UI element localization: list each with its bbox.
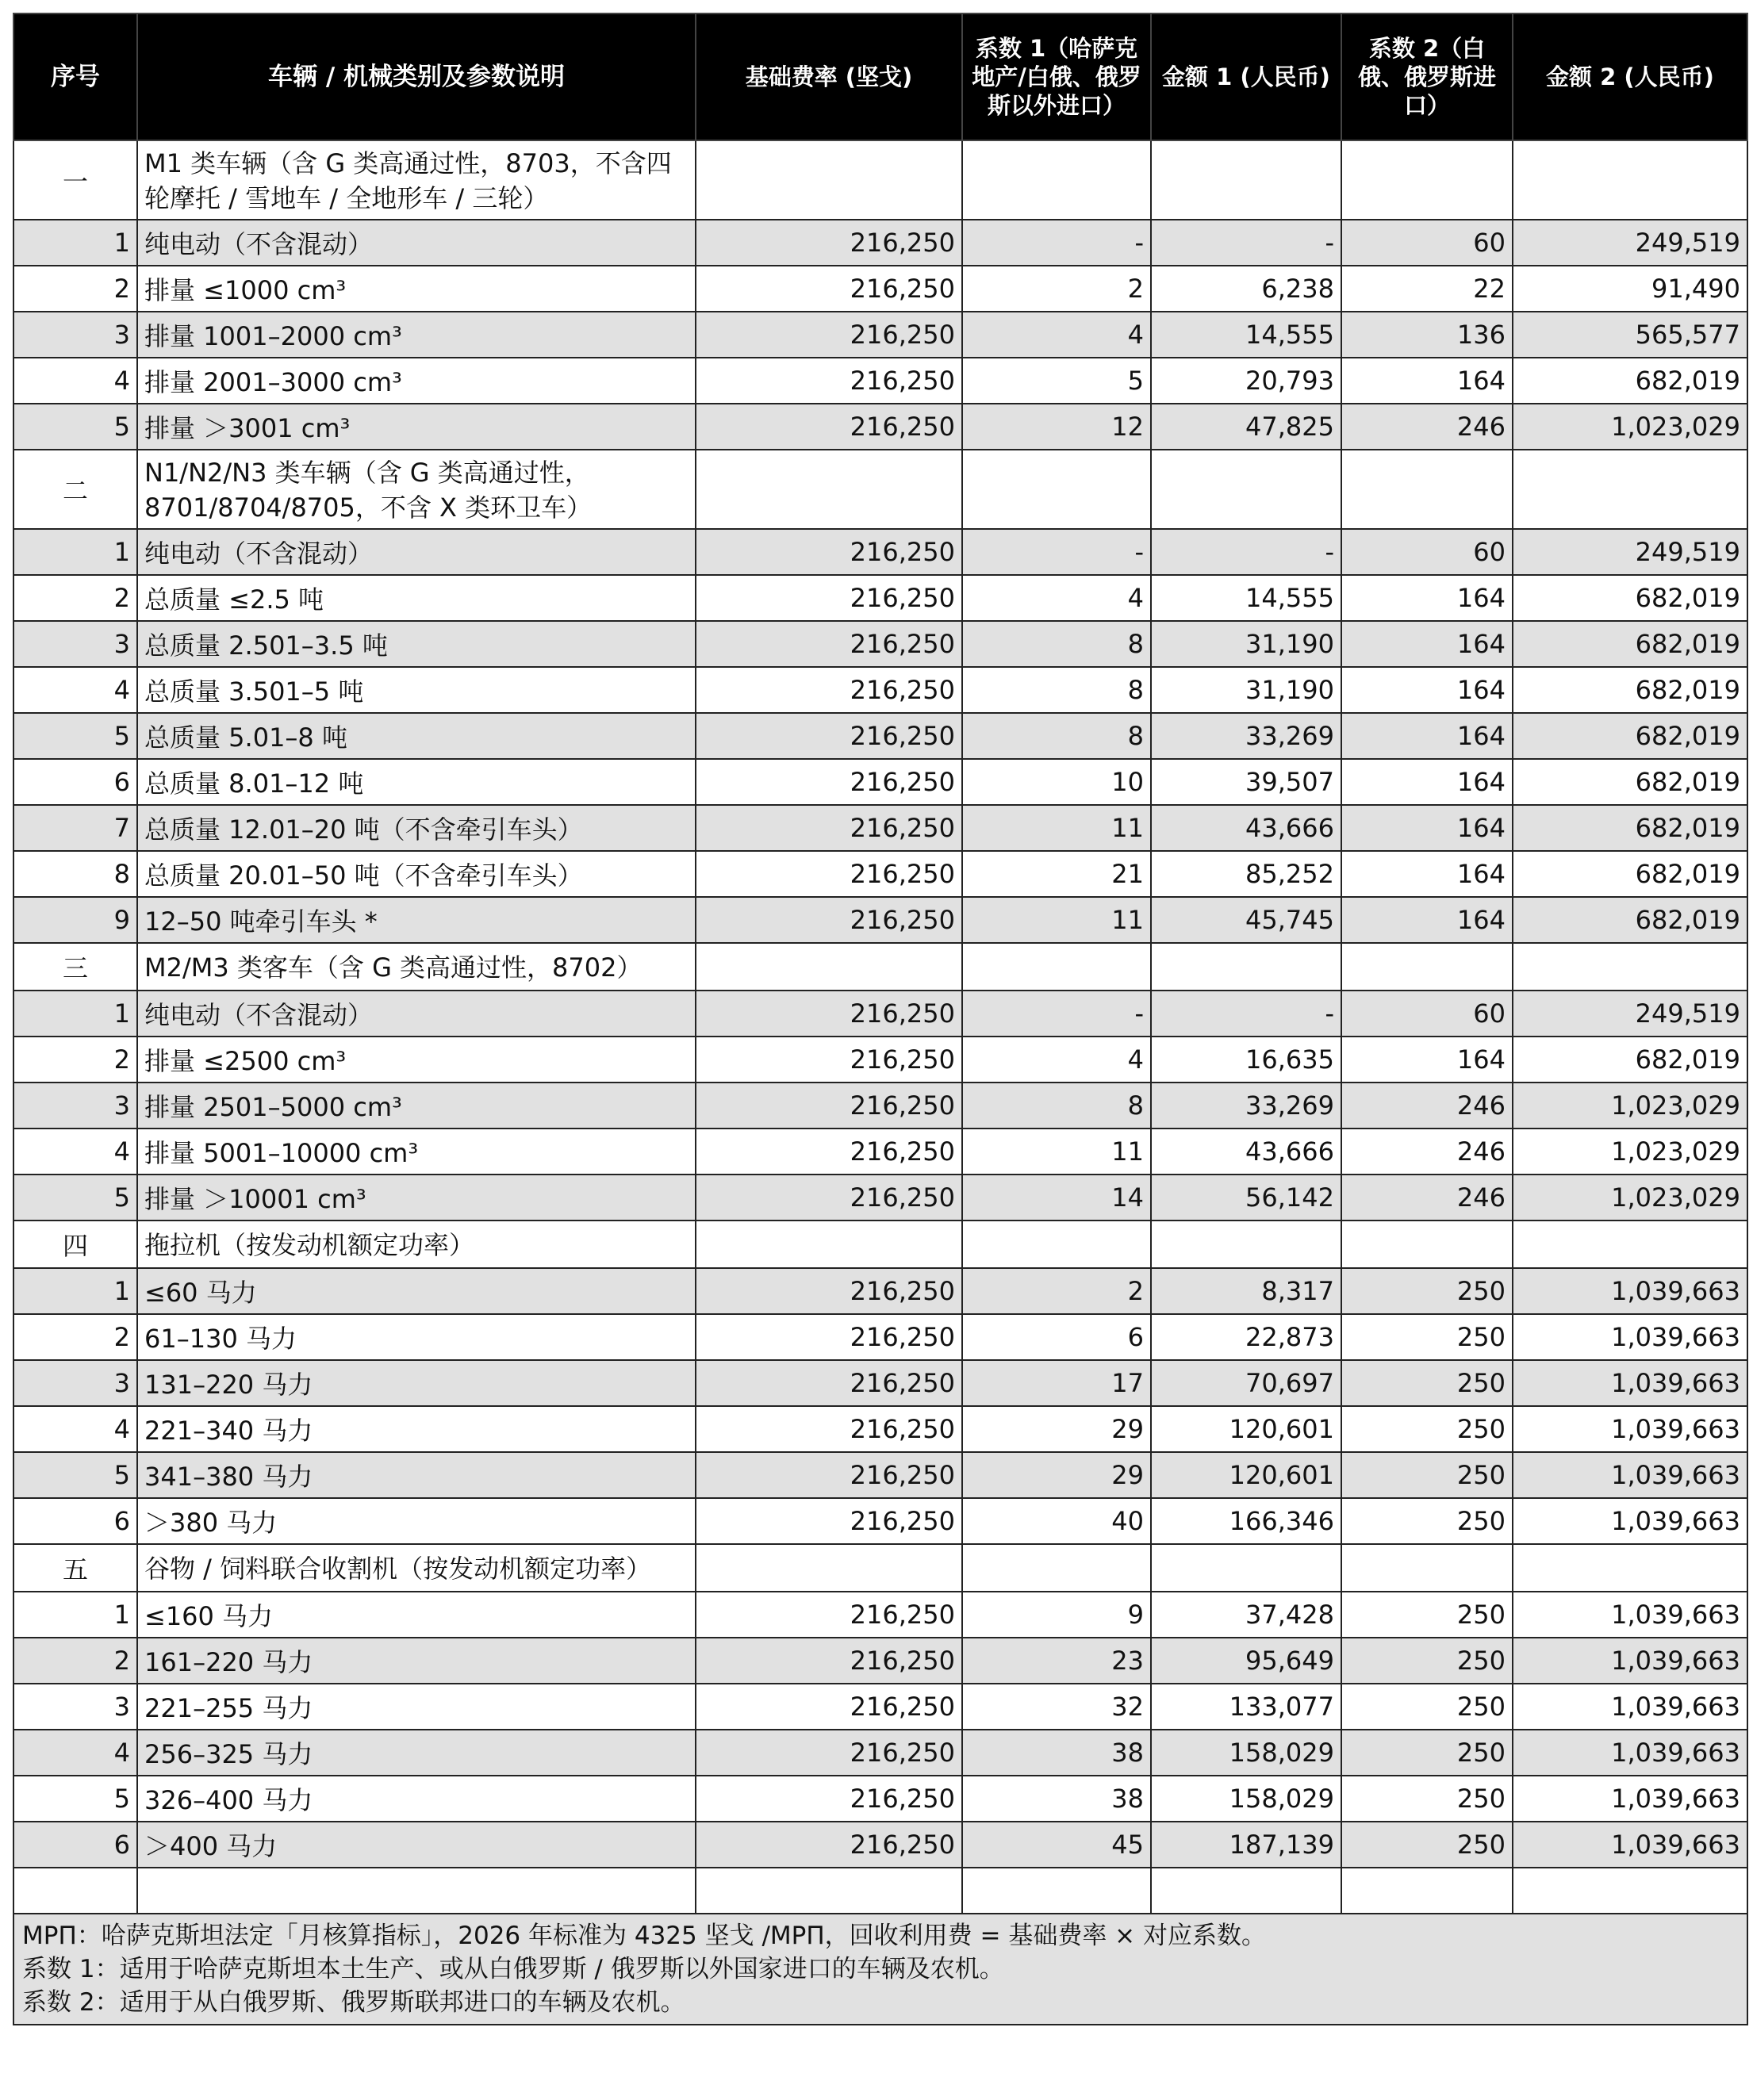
row-base-rate: 216,250 bbox=[696, 1498, 962, 1544]
row-number: 4 bbox=[13, 1730, 137, 1776]
row-amount1: 14,555 bbox=[1151, 575, 1341, 621]
row-amount2: 1,039,663 bbox=[1513, 1822, 1747, 1868]
row-base-rate: 216,250 bbox=[696, 1268, 962, 1314]
section-row bbox=[13, 140, 1747, 220]
row-number: 3 bbox=[13, 621, 137, 667]
row-description: 161–220 马力 bbox=[137, 1638, 696, 1684]
row-description: 221–255 马力 bbox=[137, 1684, 696, 1730]
row-description: ＞400 马力 bbox=[137, 1822, 696, 1868]
table-row bbox=[13, 1129, 1747, 1175]
table-row bbox=[13, 1037, 1747, 1083]
section-row bbox=[13, 1544, 1747, 1592]
row-base-rate: 216,250 bbox=[696, 897, 962, 943]
row-coef1: 29 bbox=[962, 1452, 1151, 1498]
row-coef2: 246 bbox=[1341, 1129, 1513, 1175]
row-number: 4 bbox=[13, 358, 137, 404]
section-title: 拖拉机（按发动机额定功率） bbox=[137, 1221, 696, 1268]
row-description: 总质量 5.01–8 吨 bbox=[137, 713, 696, 759]
row-number: 5 bbox=[13, 1175, 137, 1221]
row-coef2: 250 bbox=[1341, 1592, 1513, 1638]
row-coef2: 164 bbox=[1341, 575, 1513, 621]
row-description: 12–50 吨牵引车头 * bbox=[137, 897, 696, 943]
row-amount1: 31,190 bbox=[1151, 621, 1341, 667]
row-base-rate: 216,250 bbox=[696, 1129, 962, 1175]
row-amount1: 45,745 bbox=[1151, 897, 1341, 943]
row-amount1: - bbox=[1151, 220, 1341, 266]
row-coef2: 164 bbox=[1341, 1037, 1513, 1083]
row-amount2: 682,019 bbox=[1513, 621, 1747, 667]
row-coef1: 38 bbox=[962, 1776, 1151, 1822]
row-amount1: 85,252 bbox=[1151, 851, 1341, 897]
row-description: 61–130 马力 bbox=[137, 1314, 696, 1360]
row-description: 排量 2001–3000 cm³ bbox=[137, 358, 696, 404]
row-coef2: 164 bbox=[1341, 358, 1513, 404]
row-amount2: 1,023,029 bbox=[1513, 404, 1747, 450]
row-base-rate: 216,250 bbox=[696, 266, 962, 312]
table-row bbox=[13, 1314, 1747, 1360]
row-base-rate: 216,250 bbox=[696, 358, 962, 404]
header-seq: 序号 bbox=[13, 13, 137, 140]
row-base-rate: 216,250 bbox=[696, 621, 962, 667]
row-amount1: 8,317 bbox=[1151, 1268, 1341, 1314]
row-number: 8 bbox=[13, 851, 137, 897]
row-number: 1 bbox=[13, 991, 137, 1037]
row-amount2: 1,039,663 bbox=[1513, 1406, 1747, 1452]
table-row bbox=[13, 1083, 1747, 1129]
row-number: 7 bbox=[13, 805, 137, 851]
table-row bbox=[13, 1776, 1747, 1822]
row-coef1: 23 bbox=[962, 1638, 1151, 1684]
row-amount2: 1,039,663 bbox=[1513, 1314, 1747, 1360]
row-coef2: 60 bbox=[1341, 529, 1513, 575]
header-base-rate: 基础费率 (坚戈) bbox=[696, 13, 962, 140]
row-amount1: 43,666 bbox=[1151, 1129, 1341, 1175]
row-base-rate: 216,250 bbox=[696, 1360, 962, 1406]
section-title: N1/N2/N3 类车辆（含 G 类高通过性，8701/8704/8705，不含 X 类环卫车） bbox=[137, 450, 696, 529]
row-amount2: 682,019 bbox=[1513, 713, 1747, 759]
row-number: 1 bbox=[13, 1592, 137, 1638]
row-description: 总质量 2.501–3.5 吨 bbox=[137, 621, 696, 667]
table-row bbox=[13, 1268, 1747, 1314]
row-description: 排量 ≤2500 cm³ bbox=[137, 1037, 696, 1083]
row-description: 排量 ＞3001 cm³ bbox=[137, 404, 696, 450]
row-number: 3 bbox=[13, 1360, 137, 1406]
row-coef1: 6 bbox=[962, 1314, 1151, 1360]
row-number: 3 bbox=[13, 1684, 137, 1730]
row-coef1: 9 bbox=[962, 1592, 1151, 1638]
row-description: 排量 ＞10001 cm³ bbox=[137, 1175, 696, 1221]
header-coef2: 系数 2（白俄、俄罗斯进口） bbox=[1341, 13, 1513, 140]
row-amount2: 1,039,663 bbox=[1513, 1776, 1747, 1822]
header-amount1: 金额 1 (人民币) bbox=[1151, 13, 1341, 140]
row-coef2: 250 bbox=[1341, 1268, 1513, 1314]
row-coef2: 136 bbox=[1341, 312, 1513, 358]
row-base-rate: 216,250 bbox=[696, 1822, 962, 1868]
row-base-rate: 216,250 bbox=[696, 1037, 962, 1083]
row-coef2: 164 bbox=[1341, 713, 1513, 759]
row-amount2: 1,039,663 bbox=[1513, 1730, 1747, 1776]
row-description: 总质量 ≤2.5 吨 bbox=[137, 575, 696, 621]
section-number: 四 bbox=[13, 1221, 137, 1268]
row-amount2: 249,519 bbox=[1513, 220, 1747, 266]
row-coef2: 22 bbox=[1341, 266, 1513, 312]
row-description: 排量 2501–5000 cm³ bbox=[137, 1083, 696, 1129]
row-number: 4 bbox=[13, 1406, 137, 1452]
row-amount2: 682,019 bbox=[1513, 667, 1747, 713]
table-body bbox=[13, 140, 1747, 2025]
row-amount2: 1,039,663 bbox=[1513, 1268, 1747, 1314]
row-amount1: 20,793 bbox=[1151, 358, 1341, 404]
row-coef1: 10 bbox=[962, 759, 1151, 805]
row-base-rate: 216,250 bbox=[696, 1592, 962, 1638]
row-base-rate: 216,250 bbox=[696, 529, 962, 575]
table-row bbox=[13, 358, 1747, 404]
row-coef1: 11 bbox=[962, 897, 1151, 943]
row-coef2: 60 bbox=[1341, 220, 1513, 266]
row-coef1: 29 bbox=[962, 1406, 1151, 1452]
row-number: 2 bbox=[13, 1314, 137, 1360]
row-description: 排量 1001–2000 cm³ bbox=[137, 312, 696, 358]
row-description: ≤60 马力 bbox=[137, 1268, 696, 1314]
table-row bbox=[13, 404, 1747, 450]
row-amount1: 22,873 bbox=[1151, 1314, 1341, 1360]
row-coef2: 250 bbox=[1341, 1498, 1513, 1544]
row-amount2: 682,019 bbox=[1513, 897, 1747, 943]
fee-table-sheet bbox=[13, 13, 1748, 2025]
table-row bbox=[13, 1822, 1747, 1868]
row-coef1: 45 bbox=[962, 1822, 1151, 1868]
table-row bbox=[13, 991, 1747, 1037]
row-base-rate: 216,250 bbox=[696, 1406, 962, 1452]
row-description: 131–220 马力 bbox=[137, 1360, 696, 1406]
row-amount1: 166,346 bbox=[1151, 1498, 1341, 1544]
row-description: 221–340 马力 bbox=[137, 1406, 696, 1452]
row-description: 总质量 12.01–20 吨（不含牵引车头） bbox=[137, 805, 696, 851]
row-description: ＞380 马力 bbox=[137, 1498, 696, 1544]
row-base-rate: 216,250 bbox=[696, 575, 962, 621]
row-amount1: 31,190 bbox=[1151, 667, 1341, 713]
row-coef1: 8 bbox=[962, 621, 1151, 667]
row-coef2: 164 bbox=[1341, 759, 1513, 805]
table-row bbox=[13, 1360, 1747, 1406]
row-amount1: 6,238 bbox=[1151, 266, 1341, 312]
row-base-rate: 216,250 bbox=[696, 759, 962, 805]
row-description: 总质量 3.501–5 吨 bbox=[137, 667, 696, 713]
row-description: 排量 5001–10000 cm³ bbox=[137, 1129, 696, 1175]
section-row bbox=[13, 450, 1747, 529]
row-coef1: 8 bbox=[962, 667, 1151, 713]
header-coef1: 系数 1（哈萨克地产/白俄、俄罗斯以外进口） bbox=[962, 13, 1151, 140]
row-coef2: 164 bbox=[1341, 621, 1513, 667]
table-row bbox=[13, 805, 1747, 851]
row-amount2: 1,039,663 bbox=[1513, 1638, 1747, 1684]
table-row bbox=[13, 759, 1747, 805]
row-coef2: 250 bbox=[1341, 1314, 1513, 1360]
row-description: 纯电动（不含混动） bbox=[137, 529, 696, 575]
note-coef1: 系数 1：适用于哈萨克斯坦本土生产、或从白俄罗斯 / 俄罗斯以外国家进口的车辆及农机。 bbox=[22, 1955, 1004, 1983]
recycling-fee-table bbox=[13, 13, 1748, 2025]
table-row bbox=[13, 1498, 1747, 1544]
table-row bbox=[13, 851, 1747, 897]
row-amount1: 14,555 bbox=[1151, 312, 1341, 358]
row-amount1: - bbox=[1151, 529, 1341, 575]
row-amount1: 37,428 bbox=[1151, 1592, 1341, 1638]
row-number: 6 bbox=[13, 759, 137, 805]
row-amount2: 1,023,029 bbox=[1513, 1175, 1747, 1221]
table-row bbox=[13, 1175, 1747, 1221]
row-coef1: 8 bbox=[962, 1083, 1151, 1129]
row-coef2: 250 bbox=[1341, 1360, 1513, 1406]
table-row bbox=[13, 1684, 1747, 1730]
notes-cell bbox=[13, 1914, 1747, 2025]
section-number: 三 bbox=[13, 943, 137, 991]
row-amount2: 91,490 bbox=[1513, 266, 1747, 312]
blank-row bbox=[13, 1868, 1747, 1914]
row-coef2: 250 bbox=[1341, 1638, 1513, 1684]
row-number: 5 bbox=[13, 404, 137, 450]
row-coef1: 5 bbox=[962, 358, 1151, 404]
row-coef2: 250 bbox=[1341, 1822, 1513, 1868]
row-coef2: 250 bbox=[1341, 1684, 1513, 1730]
header-description: 车辆 / 机械类别及参数说明 bbox=[137, 13, 696, 140]
table-row bbox=[13, 1406, 1747, 1452]
row-coef1: 14 bbox=[962, 1175, 1151, 1221]
row-base-rate: 216,250 bbox=[696, 312, 962, 358]
row-base-rate: 216,250 bbox=[696, 220, 962, 266]
table-row bbox=[13, 1730, 1747, 1776]
table-row bbox=[13, 529, 1747, 575]
row-amount2: 682,019 bbox=[1513, 805, 1747, 851]
row-amount2: 682,019 bbox=[1513, 575, 1747, 621]
row-coef1: 2 bbox=[962, 266, 1151, 312]
row-amount2: 1,039,663 bbox=[1513, 1360, 1747, 1406]
row-amount1: 95,649 bbox=[1151, 1638, 1341, 1684]
table-row bbox=[13, 312, 1747, 358]
row-number: 1 bbox=[13, 529, 137, 575]
row-base-rate: 216,250 bbox=[696, 805, 962, 851]
row-number: 3 bbox=[13, 1083, 137, 1129]
row-description: 326–400 马力 bbox=[137, 1776, 696, 1822]
row-number: 5 bbox=[13, 713, 137, 759]
row-coef1: 11 bbox=[962, 805, 1151, 851]
row-coef1: - bbox=[962, 529, 1151, 575]
row-amount1: 158,029 bbox=[1151, 1776, 1341, 1822]
row-number: 6 bbox=[13, 1822, 137, 1868]
row-amount2: 1,039,663 bbox=[1513, 1498, 1747, 1544]
row-base-rate: 216,250 bbox=[696, 1083, 962, 1129]
row-number: 9 bbox=[13, 897, 137, 943]
section-number: 二 bbox=[13, 450, 137, 529]
row-number: 2 bbox=[13, 1638, 137, 1684]
table-row bbox=[13, 266, 1747, 312]
row-coef1: 38 bbox=[962, 1730, 1151, 1776]
note-coef2: 系数 2：适用于从白俄罗斯、俄罗斯联邦进口的车辆及农机。 bbox=[22, 1988, 685, 2017]
row-coef1: 21 bbox=[962, 851, 1151, 897]
row-base-rate: 216,250 bbox=[696, 1314, 962, 1360]
row-amount1: 133,077 bbox=[1151, 1684, 1341, 1730]
row-amount1: 56,142 bbox=[1151, 1175, 1341, 1221]
table-header-row bbox=[13, 13, 1747, 140]
row-amount2: 249,519 bbox=[1513, 529, 1747, 575]
row-number: 1 bbox=[13, 1268, 137, 1314]
row-description: 总质量 8.01–12 吨 bbox=[137, 759, 696, 805]
row-amount2: 682,019 bbox=[1513, 358, 1747, 404]
row-coef2: 164 bbox=[1341, 805, 1513, 851]
row-coef1: - bbox=[962, 220, 1151, 266]
row-coef2: 250 bbox=[1341, 1406, 1513, 1452]
table-row bbox=[13, 713, 1747, 759]
row-coef2: 164 bbox=[1341, 667, 1513, 713]
table-row bbox=[13, 1638, 1747, 1684]
row-number: 3 bbox=[13, 312, 137, 358]
row-base-rate: 216,250 bbox=[696, 1175, 962, 1221]
row-coef2: 164 bbox=[1341, 897, 1513, 943]
row-amount1: 120,601 bbox=[1151, 1452, 1341, 1498]
row-coef1: - bbox=[962, 991, 1151, 1037]
section-title: 谷物 / 饲料联合收割机（按发动机额定功率） bbox=[137, 1544, 696, 1592]
row-coef1: 4 bbox=[962, 1037, 1151, 1083]
row-amount1: 47,825 bbox=[1151, 404, 1341, 450]
row-coef2: 60 bbox=[1341, 991, 1513, 1037]
section-number: 一 bbox=[13, 140, 137, 220]
row-coef2: 246 bbox=[1341, 1175, 1513, 1221]
table-row bbox=[13, 1452, 1747, 1498]
row-base-rate: 216,250 bbox=[696, 1684, 962, 1730]
row-amount2: 1,039,663 bbox=[1513, 1452, 1747, 1498]
table-row bbox=[13, 575, 1747, 621]
row-description: ≤160 马力 bbox=[137, 1592, 696, 1638]
row-base-rate: 216,250 bbox=[696, 713, 962, 759]
row-coef1: 8 bbox=[962, 713, 1151, 759]
row-description: 341–380 马力 bbox=[137, 1452, 696, 1498]
row-amount1: 33,269 bbox=[1151, 713, 1341, 759]
row-coef1: 4 bbox=[962, 575, 1151, 621]
row-amount1: 158,029 bbox=[1151, 1730, 1341, 1776]
section-row bbox=[13, 943, 1747, 991]
row-coef1: 11 bbox=[962, 1129, 1151, 1175]
row-amount1: 39,507 bbox=[1151, 759, 1341, 805]
row-description: 256–325 马力 bbox=[137, 1730, 696, 1776]
row-amount2: 682,019 bbox=[1513, 851, 1747, 897]
row-number: 1 bbox=[13, 220, 137, 266]
row-amount2: 1,039,663 bbox=[1513, 1684, 1747, 1730]
notes-row bbox=[13, 1914, 1747, 2025]
row-coef1: 2 bbox=[962, 1268, 1151, 1314]
table-row bbox=[13, 667, 1747, 713]
row-coef2: 164 bbox=[1341, 851, 1513, 897]
row-amount1: 187,139 bbox=[1151, 1822, 1341, 1868]
row-base-rate: 216,250 bbox=[696, 1452, 962, 1498]
row-number: 4 bbox=[13, 1129, 137, 1175]
row-number: 5 bbox=[13, 1452, 137, 1498]
row-coef2: 246 bbox=[1341, 404, 1513, 450]
header-amount2: 金额 2 (人民币) bbox=[1513, 13, 1747, 140]
row-description: 排量 ≤1000 cm³ bbox=[137, 266, 696, 312]
row-amount1: 120,601 bbox=[1151, 1406, 1341, 1452]
section-title: M2/M3 类客车（含 G 类高通过性，8702） bbox=[137, 943, 696, 991]
row-coef1: 32 bbox=[962, 1684, 1151, 1730]
row-amount2: 1,039,663 bbox=[1513, 1592, 1747, 1638]
row-amount1: 43,666 bbox=[1151, 805, 1341, 851]
row-coef2: 250 bbox=[1341, 1730, 1513, 1776]
row-amount2: 1,023,029 bbox=[1513, 1129, 1747, 1175]
section-number: 五 bbox=[13, 1544, 137, 1592]
row-number: 6 bbox=[13, 1498, 137, 1544]
table-row bbox=[13, 1592, 1747, 1638]
row-coef1: 40 bbox=[962, 1498, 1151, 1544]
row-number: 4 bbox=[13, 667, 137, 713]
row-base-rate: 216,250 bbox=[696, 1730, 962, 1776]
table-row bbox=[13, 621, 1747, 667]
row-number: 2 bbox=[13, 1037, 137, 1083]
note-mrp: МРП：哈萨克斯坦法定「月核算指标」，2026 年标准为 4325 坚戈 /МРП，回收利用费 = 基础费率 × 对应系数。 bbox=[22, 1922, 1267, 1950]
row-amount1: - bbox=[1151, 991, 1341, 1037]
row-coef1: 17 bbox=[962, 1360, 1151, 1406]
row-coef2: 246 bbox=[1341, 1083, 1513, 1129]
row-amount2: 682,019 bbox=[1513, 1037, 1747, 1083]
row-amount1: 16,635 bbox=[1151, 1037, 1341, 1083]
row-amount2: 565,577 bbox=[1513, 312, 1747, 358]
row-number: 5 bbox=[13, 1776, 137, 1822]
row-base-rate: 216,250 bbox=[696, 991, 962, 1037]
row-amount1: 70,697 bbox=[1151, 1360, 1341, 1406]
row-base-rate: 216,250 bbox=[696, 667, 962, 713]
row-description: 纯电动（不含混动） bbox=[137, 220, 696, 266]
section-title: M1 类车辆（含 G 类高通过性，8703，不含四轮摩托 / 雪地车 / 全地形车 / 三轮） bbox=[137, 140, 696, 220]
section-row bbox=[13, 1221, 1747, 1268]
row-number: 2 bbox=[13, 266, 137, 312]
row-coef1: 12 bbox=[962, 404, 1151, 450]
row-base-rate: 216,250 bbox=[696, 851, 962, 897]
row-coef2: 250 bbox=[1341, 1776, 1513, 1822]
table-row bbox=[13, 897, 1747, 943]
table-row bbox=[13, 220, 1747, 266]
row-base-rate: 216,250 bbox=[696, 1638, 962, 1684]
row-description: 纯电动（不含混动） bbox=[137, 991, 696, 1037]
row-base-rate: 216,250 bbox=[696, 1776, 962, 1822]
row-coef1: 4 bbox=[962, 312, 1151, 358]
row-amount2: 1,023,029 bbox=[1513, 1083, 1747, 1129]
row-base-rate: 216,250 bbox=[696, 404, 962, 450]
row-amount2: 249,519 bbox=[1513, 991, 1747, 1037]
row-coef2: 250 bbox=[1341, 1452, 1513, 1498]
row-amount1: 33,269 bbox=[1151, 1083, 1341, 1129]
row-number: 2 bbox=[13, 575, 137, 621]
row-amount2: 682,019 bbox=[1513, 759, 1747, 805]
row-description: 总质量 20.01–50 吨（不含牵引车头） bbox=[137, 851, 696, 897]
